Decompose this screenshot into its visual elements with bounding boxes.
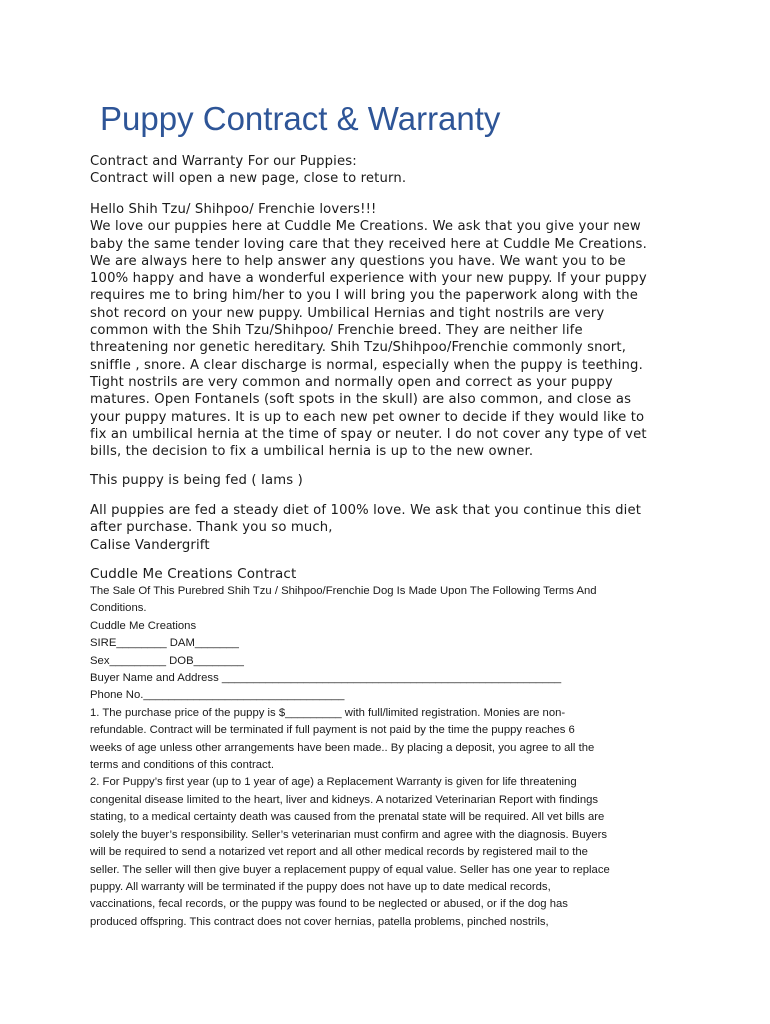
contract-line: terms and conditions of this contract. (90, 759, 274, 772)
contract-line: stating, to a medical certainty death was caused from the prenatal state will be required. All vet bills are (90, 811, 605, 824)
contract-line: 2. For Puppy’s first year (up to 1 year of age) a Replacement Warranty is given for life threatening (90, 776, 577, 789)
letter-line: bills, the decision to fix a umbilical hernia is up to the new owner. (90, 444, 534, 460)
signature-name: Calise Vandergrift (90, 537, 210, 553)
contract-line: Conditions. (90, 602, 147, 615)
letter-line: matures. Open Fontanels (soft spots in the skull) are also common, and close as (90, 392, 632, 408)
letter-line: threatening nor genetic hereditary. Shih Tzu/Shihpoo/Frenchie commonly snort, (90, 340, 627, 356)
letter-line: shot record on your new puppy. Umbilical Hernias and tight nostrils are very (90, 305, 605, 321)
phone-field: Phone No.________________________________ (90, 689, 345, 702)
contract-line: weeks of age unless other arrangements have been made.. By placing a deposit, you agree to all the (90, 741, 595, 754)
letter-line: sniffle , snore. A clear discharge is normal, especially when the puppy is teething. (90, 357, 643, 373)
contract-line: Cuddle Me Creations (90, 619, 197, 632)
letter-line: your puppy matures. It is up to each new pet owner to decide if they would like to (90, 409, 645, 425)
letter-line: Hello Shih Tzu/ Shihpoo/ Frenchie lovers!!! (90, 202, 377, 217)
intro-line-1: Contract and Warranty For our Puppies: (90, 154, 357, 169)
sex-dob-field: Sex_________ DOB________ (90, 654, 244, 667)
letter-line: common with the Shih Tzu/Shihpoo/ Frenchie breed. They are neither life (90, 323, 583, 339)
contract-heading: Cuddle Me Creations Contract (90, 566, 297, 582)
contract-line: will be required to send a notarized vet report and all other medical records by registered mail to the (90, 846, 588, 859)
contract-line: seller. The seller will then give buyer a replacement puppy of equal value. Seller has one year to replace (90, 863, 610, 876)
page-title: Puppy Contract & Warranty (100, 100, 501, 137)
feeding-note (90, 472, 690, 489)
closing (90, 502, 690, 554)
closing-line: All puppies are fed a steady diet of 100% love. We ask that you continue this diet (90, 503, 642, 518)
contract-line: vaccinations, fecal records, or the puppy was found to be neglected or abused, or if the dog has (90, 898, 568, 911)
letter-line: We love our puppies here at Cuddle Me Creations. We ask that you give your new (90, 219, 641, 235)
letter-line: 100% happy and have a wonderful experience with your new puppy. If your puppy (90, 271, 647, 287)
intro-line-2: Contract will open a new page, close to return. (90, 171, 407, 187)
contract-line: puppy. All warranty will be terminated if the puppy does not have up to date medical records, (90, 880, 551, 893)
intro (90, 153, 690, 188)
buyer-address-field: Buyer Name and Address ______________________________________________________ (90, 672, 562, 685)
letter-line: baby the same tender loving care that they received here at Cuddle Me Creations. (90, 236, 647, 252)
closing-line: after purchase. Thank you so much, (90, 520, 333, 536)
feeding-line: This puppy is being fed ( Iams ) (90, 473, 303, 488)
contract-line: refundable. Contract will be terminated if full payment is not paid by the time the puppy reaches 6 (90, 724, 575, 737)
sire-dam-field: SIRE________ DAM_______ (90, 637, 239, 650)
letter-line: We are always here to help answer any questions you have. We want you to be (90, 253, 626, 269)
letter-line: Tight nostrils are very common and normally open and correct as your puppy (90, 374, 613, 390)
letter-line: fix an umbilical hernia at the time of spay or neuter. I do not cover any type of vet (90, 426, 647, 442)
contract-line: solely the buyer’s responsibility. Seller’s veterinarian must confirm and agree with the diagnosis. Buyers (90, 828, 607, 841)
contract-line: congenital disease limited to the heart, liver and kidneys. A notarized Veterinarian Report with findings (90, 793, 599, 806)
contract-line: produced offspring. This contract does not cover hernias, patella problems, pinched nostrils, (90, 915, 549, 928)
letter-line: requires me to bring him/her to you I will bring you the paperwork along with the (90, 288, 639, 304)
contract-line: 1. The purchase price of the puppy is $_________ with full/limited registration. Monies are non- (90, 706, 566, 719)
letter-body (90, 201, 690, 460)
contract-line: The Sale Of This Purebred Shih Tzu / Shihpoo/Frenchie Dog Is Made Upon The Following Terms And (90, 585, 597, 597)
contract-body (90, 583, 710, 931)
